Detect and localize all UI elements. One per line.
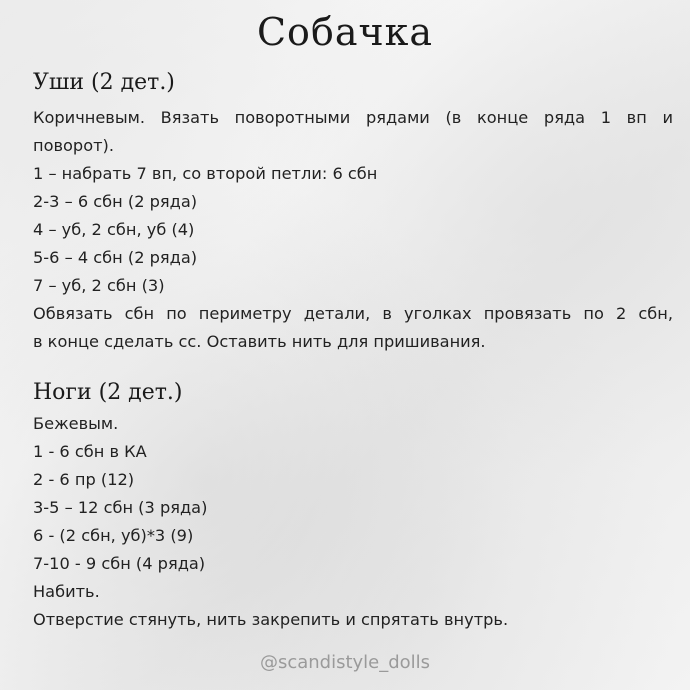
instruction-line: 1 – набрать 7 вп, со второй петли: 6 сбн — [33, 164, 378, 183]
instruction-line: Коричневым. Вязать поворотными рядами (в конце ряда 1 вп и — [33, 108, 673, 127]
instruction-line: 4 – уб, 2 сбн, уб (4) — [33, 220, 195, 239]
author-handle: @scandistyle_dolls — [259, 652, 431, 673]
instruction-line: Отверстие стянуть, нить закрепить и спрятать внутрь. — [33, 610, 509, 629]
section-heading-legs: Ноги (2 дет.) — [33, 380, 183, 405]
section-legs-instructions — [33, 410, 673, 634]
instruction-line: 7-10 - 9 сбн (4 ряда) — [33, 554, 206, 573]
instruction-line: 3-5 – 12 сбн (3 ряда) — [33, 498, 208, 517]
instruction-line: поворот). — [33, 136, 115, 155]
instruction-line: 6 - (2 сбн, уб)*3 (9) — [33, 526, 194, 545]
page-title: Собачка — [256, 10, 433, 54]
instruction-line: 1 - 6 сбн в КА — [33, 442, 147, 461]
instruction-line: Бежевым. — [33, 414, 119, 433]
instruction-line: в конце сделать сс. Оставить нить для пришивания. — [33, 332, 486, 351]
section-ears-instructions — [33, 104, 673, 356]
instruction-line: 2 - 6 пр (12) — [33, 470, 135, 489]
instruction-line: 7 – уб, 2 сбн (3) — [33, 276, 165, 295]
instruction-line: Набить. — [33, 582, 100, 601]
instruction-line: Обвязать сбн по периметру детали, в уголках провязать по 2 сбн, — [33, 304, 673, 323]
section-heading-ears: Уши (2 дет.) — [33, 70, 175, 95]
instruction-line: 5-6 – 4 сбн (2 ряда) — [33, 248, 198, 267]
instruction-line: 2-3 – 6 сбн (2 ряда) — [33, 192, 198, 211]
